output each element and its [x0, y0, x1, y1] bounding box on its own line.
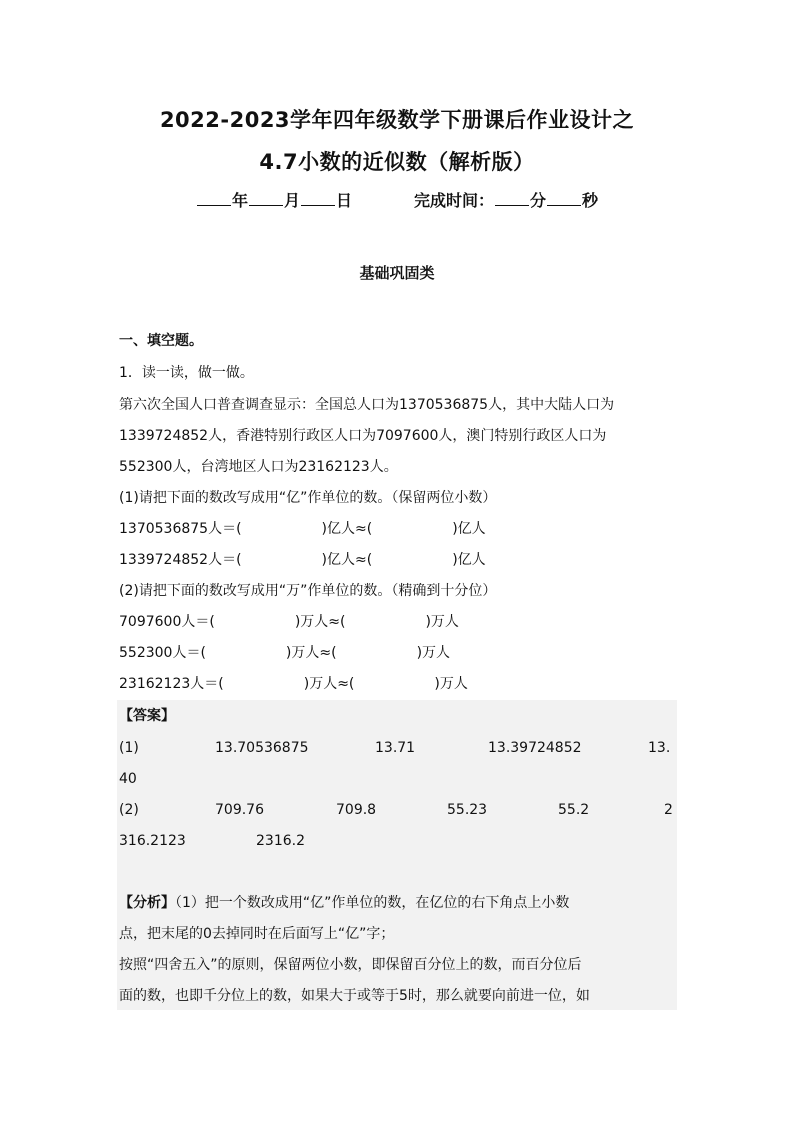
- section-title: 基础巩固类: [359, 264, 435, 282]
- fill-row: 7097600人＝( )万人≈( )万人: [119, 614, 459, 630]
- paragraph-line: 552300人，台湾地区人口为23162123人。: [119, 459, 398, 475]
- analysis-line: 按照“四舍五入”的原则，保留两位小数，即保留百分位上的数，而百分位后: [119, 957, 582, 973]
- answer-value: 709.8: [336, 802, 377, 818]
- second-label: 秒: [582, 191, 599, 210]
- question-label: 1．读一读，做一做。: [119, 365, 254, 381]
- month-blank[interactable]: [249, 191, 283, 206]
- sub-question-2: (2)请把下面的数改写成用“万”作单位的数。（精确到十分位）: [119, 583, 497, 599]
- minute-blank[interactable]: [495, 191, 529, 206]
- month-label: 月: [283, 191, 300, 210]
- analysis-line: 点，把末尾的0去掉同时在后面写上“亿”字；: [119, 926, 395, 942]
- document-title-line2: 4.7小数的近似数（解析版）: [259, 150, 535, 174]
- answer-value: 2: [664, 802, 673, 818]
- fill-row: 1370536875人＝( )亿人≈( )亿人: [119, 521, 486, 537]
- answer-value: 55.2: [558, 802, 590, 818]
- paragraph-line: 1339724852人，香港特别行政区人口为7097600人，澳门特别行政区人口为: [119, 428, 607, 444]
- answer-value: 13.: [648, 740, 671, 756]
- fill-row: 552300人＝( )万人≈( )万人: [119, 645, 451, 661]
- answer-label: 【答案】: [119, 708, 175, 724]
- answer-value: 2316.2: [256, 833, 305, 849]
- part-heading: 一、填空题。: [119, 333, 203, 349]
- analysis-line: 【分析】（1）把一个数改成用“亿”作单位的数，在亿位的右下角点上小数: [119, 895, 570, 911]
- date-time-line: [0, 188, 794, 211]
- answer-2-label: (2): [119, 802, 139, 818]
- minute-label: 分: [530, 191, 547, 210]
- fill-row: 1339724852人＝( )亿人≈( )亿人: [119, 552, 486, 568]
- fill-row: 23162123人＝( )万人≈( )万人: [119, 676, 468, 692]
- answer-value: 709.76: [215, 802, 264, 818]
- document-title-line1: 2022-2023学年四年级数学下册课后作业设计之: [159, 108, 635, 132]
- answer-value: 40: [119, 771, 137, 787]
- answer-value: 55.23: [447, 802, 488, 818]
- second-blank[interactable]: [547, 191, 581, 206]
- answer-value: 13.71: [375, 740, 416, 756]
- answer-value: 316.2123: [119, 833, 186, 849]
- answer-value: 13.70536875: [215, 740, 309, 756]
- year-label: 年: [231, 191, 248, 210]
- answer-1-label: (1): [119, 740, 139, 756]
- day-label: 日: [335, 191, 352, 210]
- analysis-line: 面的数，也即千分位上的数，如果大于或等于5时，那么就要向前进一位，如: [119, 988, 590, 1004]
- day-blank[interactable]: [301, 191, 335, 206]
- paragraph-line: 第六次全国人口普查调查显示：全国总人口为1370536875人，其中大陆人口为: [119, 397, 615, 413]
- time-label: 完成时间：: [414, 191, 495, 210]
- answer-value: 13.39724852: [488, 740, 582, 756]
- analysis-label: 【分析】: [119, 895, 175, 911]
- year-blank[interactable]: [197, 191, 231, 206]
- sub-question-1: (1)请把下面的数改写成用“亿”作单位的数。（保留两位小数）: [119, 490, 497, 506]
